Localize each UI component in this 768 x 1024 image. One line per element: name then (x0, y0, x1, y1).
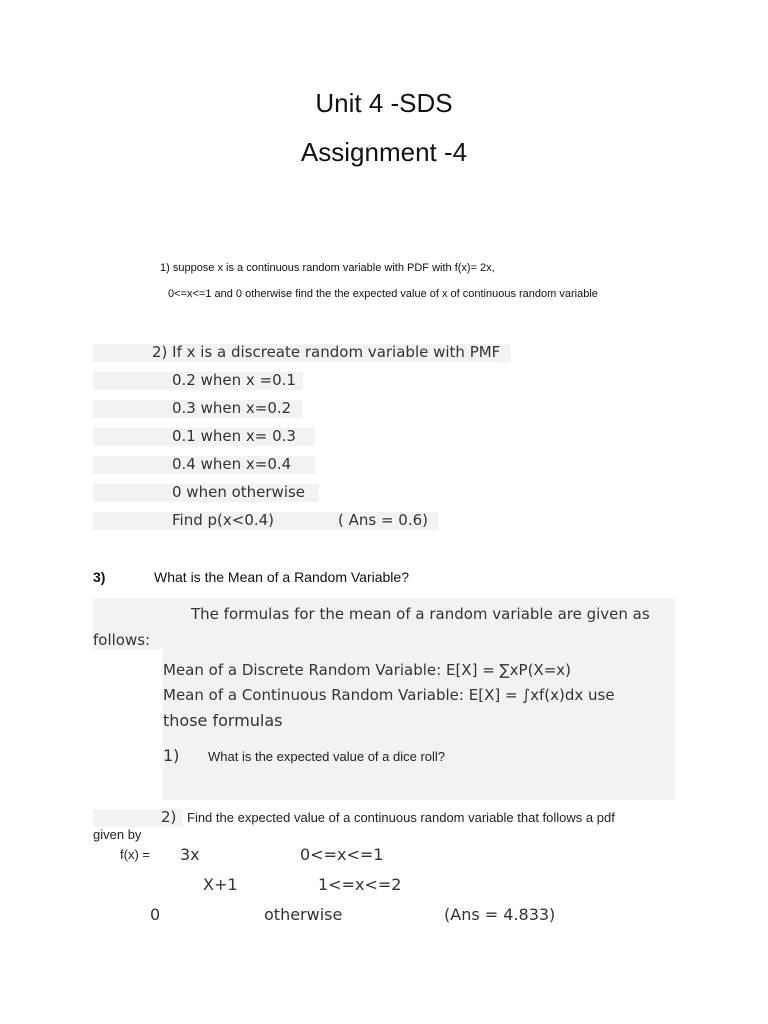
pmf-row-4: 0.4 when x=0.4 (172, 455, 292, 473)
question-1-line1: 1) suppose x is a continuous random variable with PDF with f(x)= 2x, (160, 262, 495, 274)
fx-label: f(x) = (120, 847, 150, 862)
question-3-number: 3) (93, 569, 106, 585)
pmf-row-5: 0 when otherwise (172, 483, 306, 501)
sub-question-2-answer: (Ans = 4.833) (444, 905, 556, 924)
document-title-line1: Unit 4 -SDS (315, 88, 453, 118)
piece-2-range: 1<=x<=2 (318, 875, 402, 894)
pmf-row-3: 0.1 when x= 0.3 (172, 427, 296, 445)
question-1-line2: 0<=x<=1 and 0 otherwise find the the expected value of x of continuous random variable (168, 288, 598, 300)
sub-question-1-number: 1) (163, 746, 180, 765)
question-2-heading: 2) If x is a discreate random variable with PMF (152, 343, 501, 361)
formula-continuous-cont: those formulas (163, 711, 283, 730)
question-3-text: What is the Mean of a Random Variable? (154, 569, 409, 585)
piece-3-expression: 0 (150, 905, 161, 924)
sub-question-2-text: Find the expected value of a continuous random variable that follows a pdf (187, 810, 615, 825)
document-title-line2: Assignment -4 (300, 137, 468, 167)
formula-discrete: Mean of a Discrete Random Variable: E[X] = ∑xP(X=x) (163, 661, 571, 679)
sub-question-2-cont: given by (93, 827, 142, 842)
formula-continuous: Mean of a Continuous Random Variable: E[X] = ∫xf(x)dx use (163, 686, 615, 704)
q3-intro-line2: follows: (93, 631, 151, 649)
sub-question-2-number: 2) (161, 808, 177, 826)
pmf-row-2: 0.3 when x=0.2 (172, 399, 292, 417)
piece-3-range: otherwise (264, 905, 343, 924)
piece-2-expression: X+1 (203, 875, 238, 894)
pmf-row-1: 0.2 when x =0.1 (172, 371, 296, 389)
question-2-find: Find p(x<0.4) (172, 511, 275, 529)
q3-intro-line1: The formulas for the mean of a random variable are given as (191, 605, 650, 623)
sub-question-1-text: What is the expected value of a dice roll? (208, 749, 446, 764)
piece-1-range: 0<=x<=1 (300, 845, 384, 864)
question-2-answer: ( Ans = 0.6) (338, 511, 429, 529)
piece-1-expression: 3x (180, 845, 200, 864)
